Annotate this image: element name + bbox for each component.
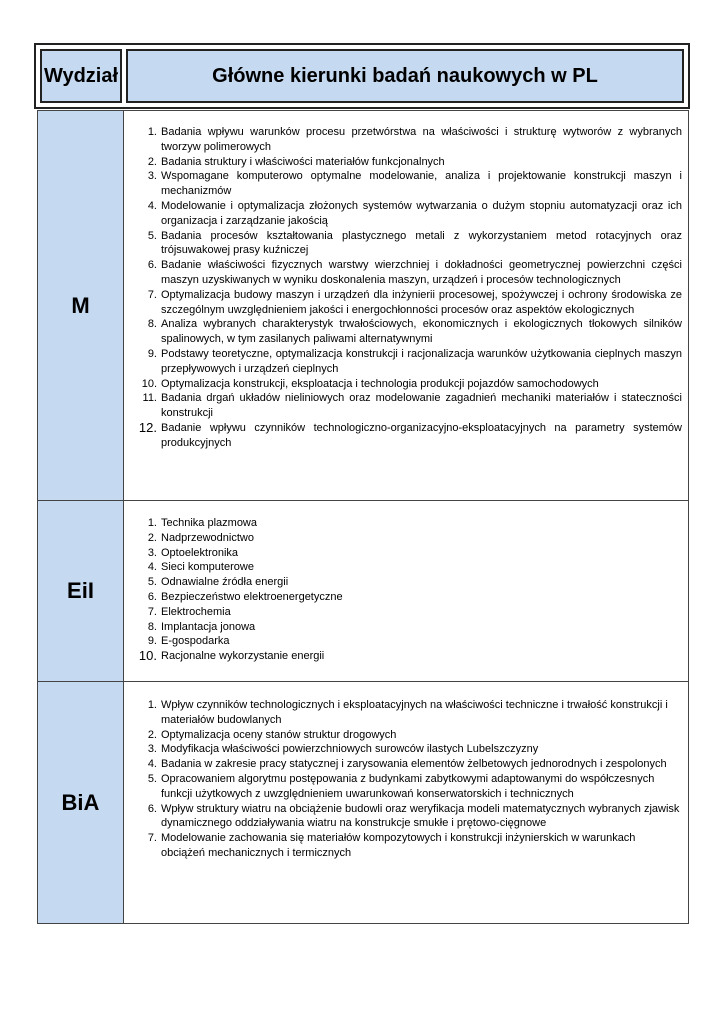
list-item-number: 4. bbox=[147, 199, 157, 212]
list-item-number: 6. bbox=[147, 802, 157, 815]
list-item bbox=[124, 421, 682, 451]
research-list bbox=[124, 698, 682, 861]
list-item bbox=[124, 634, 682, 649]
list-item-text: Optoelektronika bbox=[161, 546, 239, 559]
list-item-text: Podstawy teoretyczne, optymalizacja konstrukcji i racjonalizacja warunków użytkowania cieplnych maszyn przepływowych i urządzeń cieplnych bbox=[161, 347, 682, 375]
list-item-text: Sieci komputerowe bbox=[161, 561, 254, 574]
research-list-container bbox=[124, 111, 688, 500]
list-item bbox=[124, 531, 682, 546]
list-item bbox=[124, 199, 682, 229]
list-item bbox=[124, 802, 682, 832]
list-item-number: 7. bbox=[147, 605, 157, 618]
list-item-text: Modyfikacja właściwości powierzchniowych surowców ilastych Lubelszczyzny bbox=[161, 743, 539, 756]
list-item-text: Opracowaniem algorytmu postępowania z budynkami zabytkowymi adaptowanymi do współczesnych funkcji użytkowych z uwzględnieniem uwarunkowań konserwatorskich i technicznych bbox=[161, 772, 655, 800]
table-row-eil bbox=[38, 500, 688, 681]
list-item-text: Analiza wybranych charakterystyk trwałościowych, ekonomicznych i ekologicznych tłokowych silników spalinowych, w tym zasilanych paliwami alternatywnymi bbox=[161, 318, 682, 346]
list-item bbox=[124, 391, 682, 421]
list-item-text: Odnawialne źródła energii bbox=[161, 576, 289, 589]
list-item-text: Badania drgań układów nieliniowych oraz modelowanie zagadnień mechaniki materiałów i stateczności konstrukcji bbox=[161, 392, 682, 420]
list-item-number: 10. bbox=[138, 648, 157, 664]
list-item-text: Optymalizacja konstrukcji, eksploatacja i technologia produkcji pojazdów samochodowych bbox=[161, 377, 599, 390]
list-item bbox=[124, 772, 682, 802]
list-item-text: Wpływ struktury wiatru na obciążenie budowli oraz weryfikacja modeli matematycznych wybranych zjawisk dynamicznego oddziaływania wiatru na konstrukcje smukłe i prętowo-cięgnowe bbox=[161, 802, 680, 830]
department-code: EiI bbox=[38, 501, 124, 681]
list-item bbox=[124, 742, 682, 757]
list-item-text: Badania procesów kształtowania plastycznego metali z wykorzystaniem metod rotacyjnych oraz trójsuwakowej prasy kuźniczej bbox=[161, 229, 682, 257]
list-item-text: Implantacja jonowa bbox=[161, 620, 256, 633]
list-item-number: 5. bbox=[147, 229, 157, 242]
list-item bbox=[124, 757, 682, 772]
list-item-number: 9. bbox=[147, 347, 157, 360]
list-item bbox=[124, 229, 682, 259]
list-item bbox=[124, 698, 682, 728]
list-item-text: Optymalizacja budowy maszyn i urządzeń dla inżynierii procesowej, spożywczej i ochrony środowiska ze szczególnym uwzględnieniem jakości i energochłonności procesów oraz aspektów ekologicznych bbox=[161, 288, 682, 316]
list-item bbox=[124, 649, 682, 664]
list-item-number: 7. bbox=[147, 288, 157, 301]
list-item bbox=[124, 516, 682, 531]
list-item-text: Racjonalne wykorzystanie energii bbox=[161, 650, 325, 663]
research-list bbox=[124, 516, 682, 664]
list-item-text: Nadprzewodnictwo bbox=[161, 531, 254, 544]
list-item-text: Elektrochemia bbox=[161, 605, 231, 618]
list-item-number: 11. bbox=[142, 392, 157, 405]
research-table bbox=[37, 110, 689, 924]
list-item-number: 5. bbox=[147, 576, 157, 589]
list-item bbox=[124, 377, 682, 392]
list-item bbox=[124, 590, 682, 605]
research-list bbox=[124, 125, 682, 451]
list-item bbox=[124, 155, 682, 170]
list-item-number: 10. bbox=[141, 377, 157, 390]
list-item-number: 4. bbox=[147, 561, 157, 574]
list-item bbox=[124, 125, 682, 155]
list-item-number: 1. bbox=[147, 699, 157, 711]
list-item-number: 7. bbox=[147, 832, 157, 845]
table-row-m bbox=[38, 110, 688, 500]
list-item bbox=[124, 575, 682, 590]
list-item-text: Badania w zakresie pracy statycznej i zarysowania elementów żelbetowych jednorodnych i zespolonych bbox=[161, 758, 667, 771]
list-item bbox=[124, 258, 682, 288]
list-item-number: 9. bbox=[147, 635, 157, 648]
list-item-text: Technika plazmowa bbox=[161, 517, 257, 529]
research-list-container bbox=[124, 501, 688, 681]
list-item-number: 4. bbox=[147, 758, 157, 771]
list-item-text: Modelowanie i optymalizacja złożonych systemów wytwarzania o dużym stopniu automatyzacji oraz ich organizacja i zarządzanie jakością bbox=[161, 199, 682, 227]
department-code: BiA bbox=[38, 682, 124, 923]
list-item-number: 1. bbox=[147, 517, 157, 529]
header-department: Wydział bbox=[40, 49, 122, 103]
list-item bbox=[124, 546, 682, 561]
list-item bbox=[124, 288, 682, 318]
list-item-text: Badania wpływu warunków procesu przetwórstwa na właściwości i strukturę wytworów z wybranych tworzyw polimerowych bbox=[161, 126, 682, 153]
list-item-text: E-gospodarka bbox=[161, 635, 230, 648]
list-item bbox=[124, 728, 682, 743]
list-item-text: Modelowanie zachowania się materiałów kompozytowych i konstrukcji inżynierskich w warunkach obciążeń mechanicznych i termicznych bbox=[161, 832, 636, 859]
list-item-number: 8. bbox=[147, 620, 157, 633]
research-list-container bbox=[124, 682, 688, 923]
list-item bbox=[124, 560, 682, 575]
list-item-number: 3. bbox=[147, 170, 157, 183]
list-item-number: 1. bbox=[147, 126, 157, 138]
header-research-directions: Główne kierunki badań naukowych w PL bbox=[126, 49, 684, 103]
list-item-text: Badania struktury i właściwości materiałów funkcjonalnych bbox=[161, 155, 445, 168]
list-item bbox=[124, 831, 682, 861]
list-item-number: 3. bbox=[147, 546, 157, 559]
list-item bbox=[124, 620, 682, 635]
list-item-number: 8. bbox=[147, 318, 157, 331]
list-item-number: 6. bbox=[147, 259, 157, 272]
list-item-number: 12. bbox=[138, 419, 157, 435]
table-header bbox=[34, 43, 690, 109]
list-item-number: 5. bbox=[147, 772, 157, 785]
list-item-text: Wpływ czynników technologicznych i eksploatacyjnych na właściwości techniczne i trwałość konstrukcji i materiałów budowlanych bbox=[161, 699, 668, 726]
department-code: M bbox=[38, 111, 124, 500]
list-item-number: 2. bbox=[147, 531, 157, 544]
list-item-text: Optymalizacja oceny stanów struktur drogowych bbox=[161, 728, 397, 741]
list-item bbox=[124, 169, 682, 199]
list-item-number: 3. bbox=[147, 743, 157, 756]
list-item-text: Badanie właściwości fizycznych warstwy wierzchniej i dokładności geometrycznej powierzchni części maszyn uzyskiwanych w wyniku doskonalenia maszyn, urządzeń i procesów technologicznych bbox=[161, 259, 682, 286]
list-item-number: 6. bbox=[147, 590, 157, 603]
table-row-bia bbox=[38, 681, 688, 923]
list-item bbox=[124, 317, 682, 347]
list-item-number: 2. bbox=[147, 155, 157, 168]
list-item-text: Bezpieczeństwo elektroenergetyczne bbox=[161, 590, 343, 603]
list-item bbox=[124, 605, 682, 620]
list-item-text: Wspomagane komputerowo optymalne modelowanie, analiza i projektowanie konstrukcji maszyn i mechanizmów bbox=[161, 170, 682, 198]
list-item bbox=[124, 347, 682, 377]
list-item-number: 2. bbox=[147, 728, 157, 741]
list-item-text: Badanie wpływu czynników technologiczno-organizacyjno-eksploatacyjnych na parametry systemów produkcyjnych bbox=[161, 421, 682, 449]
